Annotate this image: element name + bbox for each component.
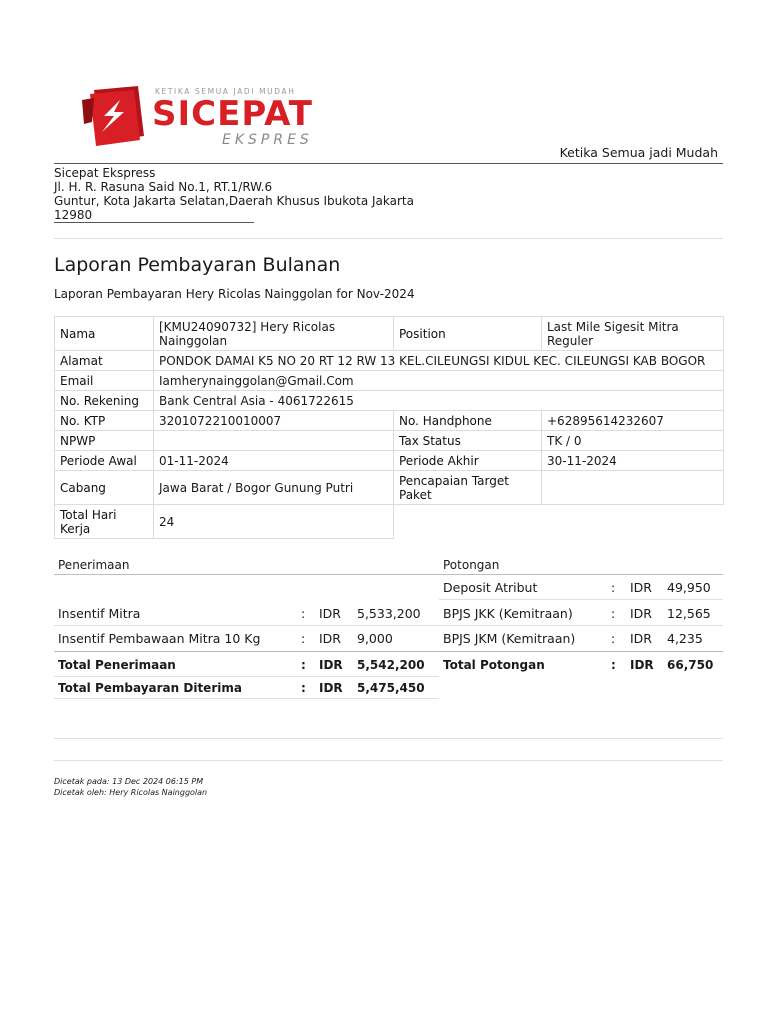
cabang-value: Jawa Barat / Bogor Gunung Putri xyxy=(154,471,394,505)
address-line-2: Guntur, Kota Jakarta Selatan,Daerah Khusus Ibukota Jakarta xyxy=(54,194,414,208)
logo-tagline: KETIKA SEMUA JADI MUDAH xyxy=(155,87,296,96)
table-row xyxy=(55,371,724,391)
row-divider xyxy=(54,698,439,699)
separator: : xyxy=(611,580,616,595)
rekening-value: Bank Central Asia - 4061722615 xyxy=(154,391,724,411)
tax-status-label: Tax Status xyxy=(394,431,542,451)
address-underline xyxy=(54,222,254,223)
total-penerimaan-amount: 5,542,200 xyxy=(357,658,425,672)
currency: IDR xyxy=(630,658,654,672)
position-label: Position xyxy=(394,317,542,351)
total-diterima-label: Total Pembayaran Diterima xyxy=(58,681,242,695)
total-potongan-amount: 66,750 xyxy=(667,658,714,672)
company-name: Sicepat Ekspress xyxy=(54,166,156,180)
amount: 4,235 xyxy=(667,631,703,646)
section-divider xyxy=(54,574,723,575)
penerimaan-heading: Penerimaan xyxy=(58,558,130,572)
logo-brand: SICEPAT xyxy=(152,94,313,134)
potongan-heading: Potongan xyxy=(443,558,500,572)
printed-at: Dicetak pada: 13 Dec 2024 06:15 PM xyxy=(54,777,204,786)
npwp-label: NPWP xyxy=(55,431,154,451)
separator: : xyxy=(301,658,306,672)
email-label: Email xyxy=(55,371,154,391)
tax-status-value: TK / 0 xyxy=(542,431,724,451)
header-divider xyxy=(54,163,723,164)
currency: IDR xyxy=(319,606,341,621)
postal-code: 12980 xyxy=(54,208,93,222)
row-divider xyxy=(54,625,723,626)
separator: : xyxy=(301,681,306,695)
separator: : xyxy=(301,606,306,621)
amount: 9,000 xyxy=(357,631,393,646)
periode-akhir-label: Periode Akhir xyxy=(394,451,542,471)
penerimaan-label: Insentif Mitra xyxy=(58,606,141,621)
total-penerimaan-label: Total Penerimaan xyxy=(58,658,176,672)
potongan-label: Deposit Atribut xyxy=(443,580,538,595)
target-paket-value xyxy=(542,471,724,505)
header-tagline: Ketika Semua jadi Mudah xyxy=(559,145,718,160)
position-value: Last Mile Sigesit Mitra Reguler xyxy=(542,317,724,351)
currency: IDR xyxy=(630,606,652,621)
hari-kerja-value: 24 xyxy=(154,505,394,539)
divider xyxy=(54,738,723,739)
separator: : xyxy=(611,606,616,621)
currency: IDR xyxy=(319,681,343,695)
currency: IDR xyxy=(319,631,341,646)
email-value: Iamherynainggolan@Gmail.Com xyxy=(154,371,724,391)
periode-awal-value: 01-11-2024 xyxy=(154,451,394,471)
report-title: Laporan Pembayaran Bulanan xyxy=(54,254,341,276)
currency: IDR xyxy=(630,580,652,595)
penerimaan-label: Insentif Pembawaan Mitra 10 Kg xyxy=(58,631,261,646)
periode-awal-label: Periode Awal xyxy=(55,451,154,471)
table-row xyxy=(55,471,724,505)
currency: IDR xyxy=(630,631,652,646)
report-subtitle: Laporan Pembayaran Hery Ricolas Nainggolan for Nov-2024 xyxy=(54,287,415,301)
separator: : xyxy=(611,658,616,672)
amount: 5,533,200 xyxy=(357,606,421,621)
printed-by: Dicetak oleh: Hery Ricolas Nainggolan xyxy=(54,788,208,797)
cabang-label: Cabang xyxy=(55,471,154,505)
total-diterima-amount: 5,475,450 xyxy=(357,681,425,695)
table-row xyxy=(55,505,724,539)
ktp-label: No. KTP xyxy=(55,411,154,431)
hari-kerja-label: Total Hari Kerja xyxy=(55,505,154,539)
alamat-label: Alamat xyxy=(55,351,154,371)
handphone-label: No. Handphone xyxy=(394,411,542,431)
section-divider xyxy=(54,238,723,239)
company-address xyxy=(54,166,414,222)
amount: 12,565 xyxy=(667,606,711,621)
logo-subtitle: EKSPRES xyxy=(222,132,313,148)
table-row xyxy=(55,451,724,471)
totals-divider xyxy=(54,651,723,652)
handphone-value: +62895614232607 xyxy=(542,411,724,431)
nama-label: Nama xyxy=(55,317,154,351)
table-row xyxy=(55,431,724,451)
table-row xyxy=(55,351,724,371)
address-line-1: Jl. H. R. Rasuna Said No.1, RT.1/RW.6 xyxy=(54,180,273,194)
rekening-label: No. Rekening xyxy=(55,391,154,411)
currency: IDR xyxy=(319,658,343,672)
alamat-value: PONDOK DAMAI K5 NO 20 RT 12 RW 13 KEL.CILEUNGSI KIDUL KEC. CILEUNGSI KAB BOGOR xyxy=(154,351,724,371)
row-divider xyxy=(439,599,723,600)
table-row xyxy=(55,391,724,411)
table-row xyxy=(55,411,724,431)
potongan-label: BPJS JKM (Kemitraan) xyxy=(443,631,576,646)
total-potongan-label: Total Potongan xyxy=(443,658,545,672)
employee-info-table xyxy=(54,316,724,539)
periode-akhir-value: 30-11-2024 xyxy=(542,451,724,471)
potongan-label: BPJS JKK (Kemitraan) xyxy=(443,606,573,621)
target-paket-label: Pencapaian Target Paket xyxy=(394,471,542,505)
nama-value: [KMU24090732] Hery Ricolas Nainggolan xyxy=(154,317,394,351)
print-info xyxy=(54,776,207,798)
row-divider xyxy=(54,676,439,677)
separator: : xyxy=(611,631,616,646)
ktp-value: 3201072210010007 xyxy=(154,411,394,431)
divider xyxy=(54,760,723,761)
amount: 49,950 xyxy=(667,580,711,595)
table-row xyxy=(55,317,724,351)
separator: : xyxy=(301,631,306,646)
npwp-value xyxy=(154,431,394,451)
